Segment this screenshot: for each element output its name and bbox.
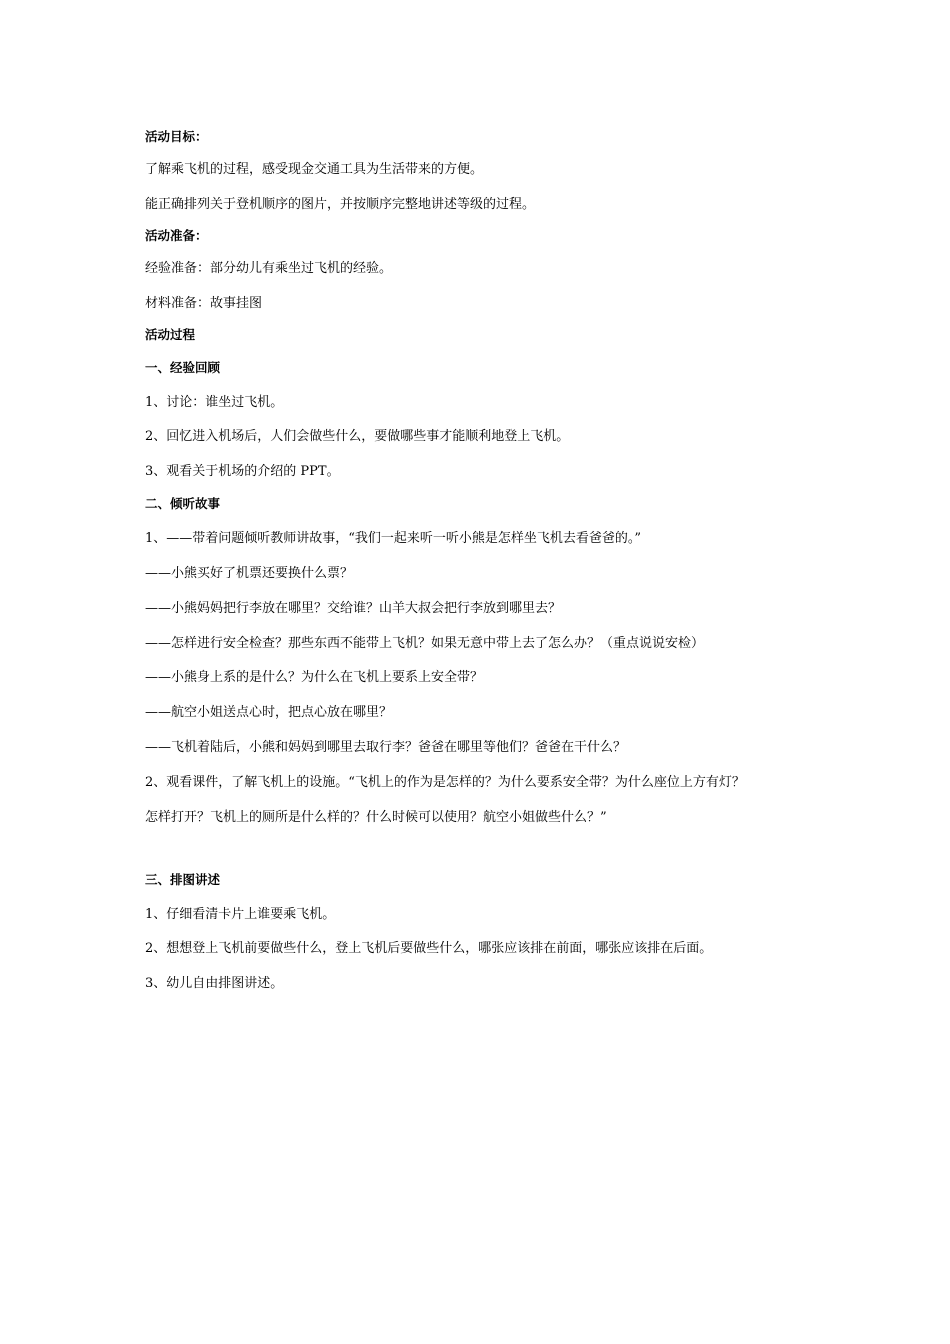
section-heading: 二、倾听故事: [145, 496, 221, 512]
goal-item: 能正确排列关于登机顺序的图片，并按顺序完整地讲述等级的过程。: [145, 196, 536, 212]
prep-heading: 活动准备：: [145, 227, 208, 243]
prep-item: 经验准备：部分幼儿有乘坐过飞机的经验。: [145, 260, 393, 276]
question-item: ——怎样进行安全检查？那些东西不能带上飞机？如果无意中带上去了怎么办？（重点说说安检）: [145, 635, 705, 651]
question-item: ——小熊买好了机票还要换什么票？: [145, 565, 354, 581]
question-item: ——小熊妈妈把行李放在哪里？交给谁？山羊大叔会把行李放到哪里去？: [145, 600, 562, 616]
document-body: [145, 127, 825, 1009]
prep-item: 材料准备：故事挂图: [145, 295, 263, 311]
list-item: 2、观看课件，了解飞机上的设施。“飞机上的作为是怎样的？为什么要系安全带？为什么座位上方有灯？: [145, 774, 745, 790]
section-heading: 三、排图讲述: [145, 871, 221, 887]
goal-item: 了解乘飞机的过程，感受现金交通工具为生活带来的方便。: [145, 162, 484, 177]
list-item: 1、仔细看清卡片上谁要乘飞机。: [145, 906, 336, 922]
list-item: 3、观看关于机场的介绍的 PPT。: [145, 464, 340, 480]
process-heading: 活动过程: [145, 326, 196, 342]
list-item: 1、——带着问题倾听教师讲故事，“我们一起来听一听小熊是怎样坐飞机去看爸爸的。”: [145, 531, 642, 547]
section-heading: 一、经验回顾: [145, 359, 221, 375]
list-item: 2、想想登上飞机前要做些什么，登上飞机后要做些什么，哪张应该排在前面，哪张应该排在后面。: [145, 941, 713, 957]
question-item: ——飞机着陆后，小熊和妈妈到哪里去取行李？爸爸在哪里等他们？爸爸在干什么？: [145, 739, 627, 755]
list-item-continued: 怎样打开？飞机上的厕所是什么样的？什么时候可以使用？航空小姐做些什么？”: [145, 809, 607, 825]
list-item: 3、幼儿自由排图讲述。: [145, 976, 284, 992]
question-item: ——航空小姐送点心时，把点心放在哪里？: [145, 705, 393, 721]
goal-heading: 活动目标：: [145, 129, 208, 144]
question-item: ——小熊身上系的是什么？为什么在飞机上要系上安全带？: [145, 670, 484, 686]
list-item: 1、讨论：谁坐过飞机。: [145, 394, 284, 410]
list-item: 2、回忆进入机场后，人们会做些什么，要做哪些事才能顺利地登上飞机。: [145, 429, 570, 445]
